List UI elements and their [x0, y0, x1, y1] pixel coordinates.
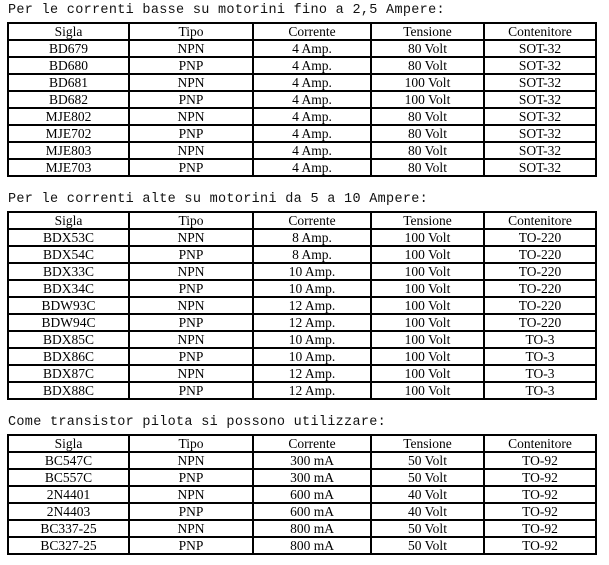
- table-cell: 100 Volt: [371, 263, 484, 280]
- column-header: Tensione: [371, 435, 484, 452]
- table-cell: MJE703: [8, 159, 129, 176]
- table-cell: SOT-32: [484, 40, 596, 57]
- table-cell: 12 Amp.: [253, 382, 371, 399]
- table-cell: TO-92: [484, 503, 596, 520]
- table-cell: PNP: [129, 246, 253, 263]
- table-cell: BD679: [8, 40, 129, 57]
- table-cell: 50 Volt: [371, 452, 484, 469]
- table-cell: 100 Volt: [371, 314, 484, 331]
- table-cell: NPN: [129, 108, 253, 125]
- column-header: Contenitore: [484, 435, 596, 452]
- table-cell: NPN: [129, 263, 253, 280]
- table-cell: 4 Amp.: [253, 57, 371, 74]
- table-cell: 100 Volt: [371, 365, 484, 382]
- column-header: Corrente: [253, 435, 371, 452]
- section-heading-driver-transistors: Come transistor pilota si possono utilizzare:: [8, 415, 387, 430]
- table-cell: BDW93C: [8, 297, 129, 314]
- table-cell: 2N4401: [8, 486, 129, 503]
- table-cell: TO-220: [484, 263, 596, 280]
- table-cell: 10 Amp.: [253, 348, 371, 365]
- table-cell: 4 Amp.: [253, 74, 371, 91]
- table-row: [8, 40, 596, 57]
- transistor-table-low-current: [7, 22, 597, 177]
- transistor-table-high-current: [7, 211, 597, 400]
- table-cell: TO-220: [484, 297, 596, 314]
- table-cell: 40 Volt: [371, 503, 484, 520]
- table-cell: 80 Volt: [371, 57, 484, 74]
- table-row: [8, 297, 596, 314]
- table-cell: 12 Amp.: [253, 314, 371, 331]
- header-row: [8, 23, 596, 40]
- table-cell: MJE802: [8, 108, 129, 125]
- table-cell: SOT-32: [484, 159, 596, 176]
- section-driver-transistors: [7, 416, 609, 555]
- transistor-table-driver: [7, 434, 597, 555]
- table-cell: 4 Amp.: [253, 108, 371, 125]
- table-cell: TO-3: [484, 365, 596, 382]
- table-cell: PNP: [129, 503, 253, 520]
- table-cell: 80 Volt: [371, 125, 484, 142]
- table-cell: MJE702: [8, 125, 129, 142]
- table-cell: 12 Amp.: [253, 365, 371, 382]
- column-header: Tensione: [371, 23, 484, 40]
- table-cell: 4 Amp.: [253, 159, 371, 176]
- table-row: [8, 280, 596, 297]
- section-high-current: [7, 193, 609, 400]
- table-row: [8, 57, 596, 74]
- table-cell: PNP: [129, 469, 253, 486]
- table-cell: 80 Volt: [371, 40, 484, 57]
- table-cell: PNP: [129, 348, 253, 365]
- table-row: [8, 452, 596, 469]
- table-cell: 4 Amp.: [253, 125, 371, 142]
- table-cell: NPN: [129, 40, 253, 57]
- table-cell: NPN: [129, 520, 253, 537]
- table-cell: BDX87C: [8, 365, 129, 382]
- table-cell: NPN: [129, 365, 253, 382]
- table-cell: 50 Volt: [371, 469, 484, 486]
- table-cell: NPN: [129, 452, 253, 469]
- table-cell: SOT-32: [484, 142, 596, 159]
- table-cell: 600 mA: [253, 503, 371, 520]
- header-row: [8, 212, 596, 229]
- table-cell: BDX33C: [8, 263, 129, 280]
- table-cell: SOT-32: [484, 125, 596, 142]
- table-cell: 800 mA: [253, 520, 371, 537]
- table-cell: BDX53C: [8, 229, 129, 246]
- table-cell: MJE803: [8, 142, 129, 159]
- table-row: [8, 486, 596, 503]
- column-header: Contenitore: [484, 212, 596, 229]
- table-row: [8, 74, 596, 91]
- column-header: Tipo: [129, 435, 253, 452]
- table-row: [8, 469, 596, 486]
- header-row: [8, 435, 596, 452]
- table-cell: SOT-32: [484, 74, 596, 91]
- table-cell: BD681: [8, 74, 129, 91]
- table-cell: TO-220: [484, 229, 596, 246]
- table-cell: BC327-25: [8, 537, 129, 554]
- table-cell: 10 Amp.: [253, 263, 371, 280]
- table-cell: 4 Amp.: [253, 91, 371, 108]
- table-row: [8, 365, 596, 382]
- table-cell: 600 mA: [253, 486, 371, 503]
- table-cell: 800 mA: [253, 537, 371, 554]
- table-cell: NPN: [129, 331, 253, 348]
- table-cell: BDX88C: [8, 382, 129, 399]
- column-header: Corrente: [253, 212, 371, 229]
- table-cell: BDX86C: [8, 348, 129, 365]
- table-row: [8, 537, 596, 554]
- table-cell: 100 Volt: [371, 382, 484, 399]
- table-row: [8, 314, 596, 331]
- column-header: Tensione: [371, 212, 484, 229]
- table-row: [8, 348, 596, 365]
- table-cell: 100 Volt: [371, 246, 484, 263]
- table-row: [8, 382, 596, 399]
- table-cell: SOT-32: [484, 57, 596, 74]
- table-cell: 40 Volt: [371, 486, 484, 503]
- table-cell: 80 Volt: [371, 142, 484, 159]
- section-low-current: [7, 4, 609, 177]
- section-heading-low-current: Per le correnti basse su motorini fino a 2,5 Ampere:: [8, 3, 445, 18]
- table-cell: TO-220: [484, 314, 596, 331]
- table-row: [8, 142, 596, 159]
- table-row: [8, 91, 596, 108]
- table-row: [8, 246, 596, 263]
- table-cell: 4 Amp.: [253, 40, 371, 57]
- table-cell: 4 Amp.: [253, 142, 371, 159]
- table-cell: TO-92: [484, 486, 596, 503]
- table-cell: BDX54C: [8, 246, 129, 263]
- table-cell: TO-3: [484, 331, 596, 348]
- table-cell: PNP: [129, 280, 253, 297]
- column-header: Tipo: [129, 23, 253, 40]
- table-cell: PNP: [129, 125, 253, 142]
- table-cell: BC557C: [8, 469, 129, 486]
- table-cell: TO-3: [484, 382, 596, 399]
- table-cell: PNP: [129, 57, 253, 74]
- table-cell: 12 Amp.: [253, 297, 371, 314]
- table-row: [8, 520, 596, 537]
- table-cell: PNP: [129, 159, 253, 176]
- table-row: [8, 108, 596, 125]
- table-cell: BC547C: [8, 452, 129, 469]
- section-heading-high-current: Per le correnti alte su motorini da 5 a 10 Ampere:: [8, 192, 429, 207]
- table-row: [8, 229, 596, 246]
- table-cell: 100 Volt: [371, 280, 484, 297]
- table-row: [8, 159, 596, 176]
- table-cell: SOT-32: [484, 108, 596, 125]
- column-header: Sigla: [8, 435, 129, 452]
- table-cell: 100 Volt: [371, 348, 484, 365]
- table-cell: 10 Amp.: [253, 280, 371, 297]
- table-row: [8, 331, 596, 348]
- table-cell: 300 mA: [253, 452, 371, 469]
- table-cell: PNP: [129, 537, 253, 554]
- table-cell: BC337-25: [8, 520, 129, 537]
- column-header: Sigla: [8, 212, 129, 229]
- table-cell: PNP: [129, 382, 253, 399]
- table-cell: 300 mA: [253, 469, 371, 486]
- table-cell: 10 Amp.: [253, 331, 371, 348]
- table-cell: NPN: [129, 486, 253, 503]
- table-cell: SOT-32: [484, 91, 596, 108]
- table-cell: PNP: [129, 314, 253, 331]
- table-cell: NPN: [129, 142, 253, 159]
- table-cell: NPN: [129, 297, 253, 314]
- table-cell: BDX34C: [8, 280, 129, 297]
- table-cell: 80 Volt: [371, 159, 484, 176]
- table-cell: 80 Volt: [371, 108, 484, 125]
- table-cell: BD682: [8, 91, 129, 108]
- table-cell: 50 Volt: [371, 537, 484, 554]
- table-cell: TO-92: [484, 452, 596, 469]
- table-cell: TO-92: [484, 537, 596, 554]
- table-cell: 8 Amp.: [253, 246, 371, 263]
- column-header: Tipo: [129, 212, 253, 229]
- column-header: Sigla: [8, 23, 129, 40]
- table-cell: 8 Amp.: [253, 229, 371, 246]
- table-cell: 100 Volt: [371, 297, 484, 314]
- column-header: Corrente: [253, 23, 371, 40]
- table-cell: NPN: [129, 229, 253, 246]
- table-cell: BDW94C: [8, 314, 129, 331]
- column-header: Contenitore: [484, 23, 596, 40]
- table-cell: 2N4403: [8, 503, 129, 520]
- table-cell: 50 Volt: [371, 520, 484, 537]
- table-row: [8, 503, 596, 520]
- table-row: [8, 263, 596, 280]
- table-cell: TO-92: [484, 520, 596, 537]
- table-cell: 100 Volt: [371, 229, 484, 246]
- table-cell: TO-220: [484, 246, 596, 263]
- table-cell: TO-92: [484, 469, 596, 486]
- table-cell: 100 Volt: [371, 91, 484, 108]
- table-cell: 100 Volt: [371, 331, 484, 348]
- table-cell: BD680: [8, 57, 129, 74]
- table-row: [8, 125, 596, 142]
- table-cell: NPN: [129, 74, 253, 91]
- table-cell: BDX85C: [8, 331, 129, 348]
- table-cell: PNP: [129, 91, 253, 108]
- table-cell: TO-220: [484, 280, 596, 297]
- table-cell: TO-3: [484, 348, 596, 365]
- table-cell: 100 Volt: [371, 74, 484, 91]
